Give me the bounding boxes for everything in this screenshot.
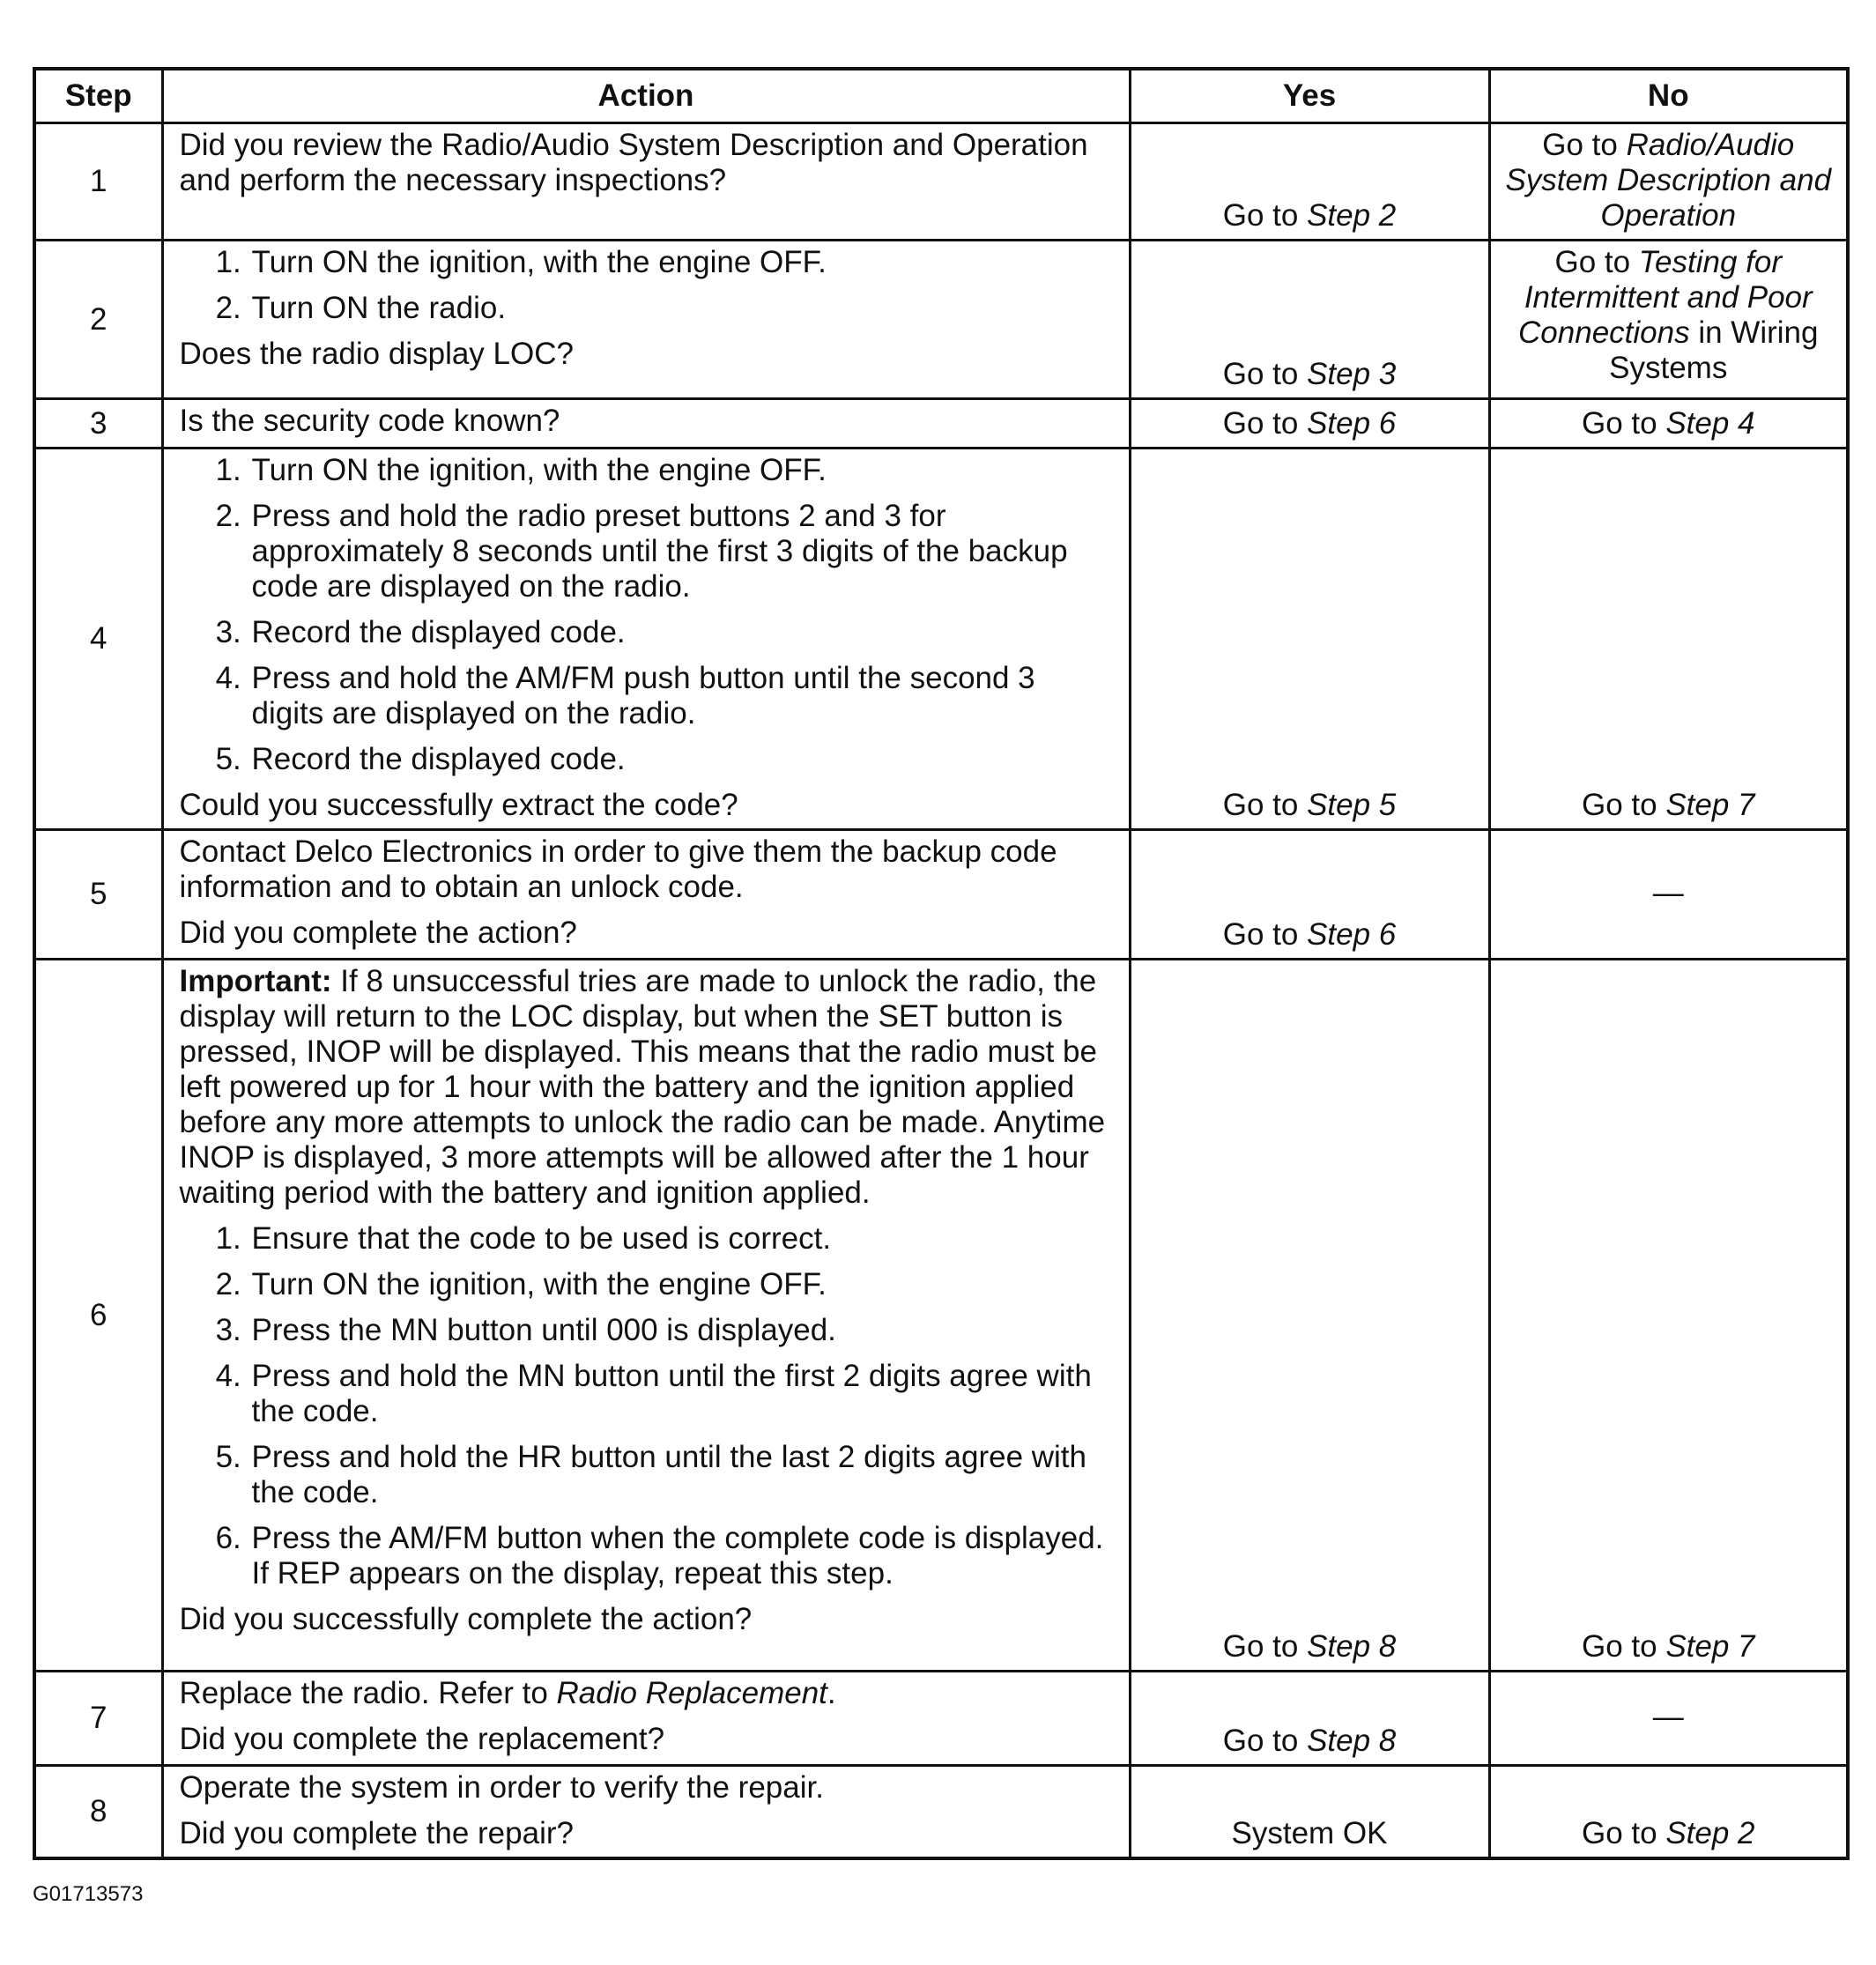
question-text: Does the radio display LOC?: [179, 337, 574, 371]
important-note: [180, 964, 1113, 1211]
question-text: Did you complete the repair?: [179, 1816, 574, 1850]
no-cell: —: [1489, 830, 1848, 960]
goto-text: Go to: [1581, 1816, 1666, 1850]
step-number: 6: [34, 960, 162, 1672]
procedure-item: 2. Turn ON the ignition, with the engine OFF.: [250, 1267, 1113, 1302]
procedure-item: 1. Turn ON the ignition, with the engine OFF.: [250, 245, 1113, 280]
yes-cell: [1130, 123, 1489, 241]
table-row: [34, 830, 1848, 960]
yes-step-link[interactable]: Step 6: [1307, 406, 1397, 441]
goto-text: Go to: [1222, 788, 1308, 822]
table-row: [34, 449, 1848, 830]
action-cell: [162, 449, 1130, 830]
yes-cell: [1130, 241, 1489, 399]
header-row: [34, 69, 1848, 123]
no-cell: —: [1489, 1672, 1848, 1766]
procedure-item: 3. Record the displayed code.: [250, 615, 1113, 650]
table-row: [34, 123, 1848, 241]
procedure-list: [180, 1221, 1113, 1591]
step-number: 8: [34, 1766, 162, 1859]
no-step-link[interactable]: Step 2: [1665, 1816, 1755, 1850]
step-number: 4: [34, 449, 162, 830]
step-number: 5: [34, 830, 162, 960]
action-text: Is the security code known?: [179, 404, 560, 438]
goto-text: Go to: [1222, 198, 1308, 233]
goto-text: Go to: [1222, 1629, 1308, 1664]
header-yes: Yes: [1130, 69, 1489, 123]
important-text: If 8 unsuccessful tries are made to unlock the radio, the display will return to the LOC display, but when the SET button is pressed, INOP will be displayed. This means that the radio must be left powered up for 1 hour with the battery and the ignition applied before any more attempts to unlock the radio can be made. Anytime INOP is displayed, 3 more attempts will be allowed after the 1 hour waiting period with the battery and ignition applied.: [179, 964, 1106, 1210]
no-step-link[interactable]: Step 7: [1665, 788, 1755, 822]
no-step-link[interactable]: Step 7: [1665, 1629, 1755, 1664]
action-text: Did you review the Radio/Audio System Description and Operation and perform the necessary inspections?: [179, 128, 1088, 197]
yes-step-link[interactable]: Step 2: [1307, 198, 1397, 233]
action-cell: [162, 241, 1130, 399]
procedure-item: 6. Press the AM/FM button when the complete code is displayed. If REP appears on the display, repeat this step.: [250, 1521, 1113, 1591]
header-no: No: [1489, 69, 1848, 123]
action-cell: [162, 960, 1130, 1672]
procedure-item: 3. Press the MN button until 000 is displayed.: [250, 1313, 1113, 1348]
procedure-item: 5. Record the displayed code.: [250, 742, 1113, 777]
procedure-item: 2. Press and hold the radio preset buttons 2 and 3 for approximately 8 seconds until the first 3 digits of the backup code are displayed on the radio.: [250, 499, 1113, 604]
table-row: [34, 1672, 1848, 1766]
action-text: Contact Delco Electronics in order to give them the backup code information and to obtain an unlock code.: [179, 834, 1057, 904]
no-cell: [1489, 241, 1848, 399]
yes-cell: [1130, 449, 1489, 830]
no-cell: [1489, 960, 1848, 1672]
no-step-link[interactable]: Step 4: [1665, 406, 1755, 441]
goto-text: Go to: [1222, 917, 1308, 952]
no-cell: [1489, 399, 1848, 449]
procedure-item: 5. Press and hold the HR button until the last 2 digits agree with the code.: [250, 1440, 1113, 1510]
procedure-item: 1. Turn ON the ignition, with the engine OFF.: [250, 453, 1113, 488]
goto-text: Go to: [1554, 245, 1639, 279]
goto-text: Go to: [1581, 788, 1666, 822]
table-row: [34, 960, 1848, 1672]
no-cell: [1489, 449, 1848, 830]
yes-cell: [1130, 960, 1489, 1672]
yes-step-link[interactable]: Step 8: [1307, 1629, 1397, 1664]
action-prefix: Replace the radio. Refer to: [179, 1676, 557, 1710]
action-suffix: .: [827, 1676, 836, 1710]
step-number: 2: [34, 241, 162, 399]
goto-text: Go to: [1222, 406, 1308, 441]
procedure-item: 2. Turn ON the radio.: [250, 291, 1113, 326]
yes-step-link[interactable]: Step 3: [1307, 357, 1397, 391]
yes-step-link[interactable]: Step 8: [1307, 1724, 1397, 1758]
yes-step-link[interactable]: Step 5: [1307, 788, 1397, 822]
procedure-item: 4. Press and hold the AM/FM push button until the second 3 digits are displayed on the radio.: [250, 661, 1113, 731]
action-text: [180, 1676, 1113, 1711]
yes-cell: [1130, 399, 1489, 449]
step-number: 7: [34, 1672, 162, 1766]
action-cell: [162, 830, 1130, 960]
goto-text: Go to: [1222, 357, 1308, 391]
figure-id: G01713573: [33, 1882, 144, 1906]
yes-cell: [1130, 1672, 1489, 1766]
procedure-list: [180, 453, 1113, 777]
action-cell: [162, 399, 1130, 449]
no-cell: [1489, 1766, 1848, 1859]
no-cell: [1489, 123, 1848, 241]
procedure-item: 4. Press and hold the MN button until the first 2 digits agree with the code.: [250, 1359, 1113, 1429]
no-ref-link[interactable]: Testing for Intermittent and Poor Connections: [1518, 245, 1813, 350]
yes-step-link[interactable]: Step 6: [1307, 917, 1397, 952]
no-ref-suffix: in Wiring Systems: [1609, 315, 1819, 385]
question-text: Did you successfully complete the action?: [179, 1602, 753, 1636]
goto-text: Go to: [1581, 1629, 1666, 1664]
question-text: Could you successfully extract the code?: [179, 788, 738, 822]
question-text: Did you complete the replacement?: [179, 1722, 665, 1756]
procedure-list: [180, 245, 1113, 326]
action-cell: [162, 1672, 1130, 1766]
important-label: Important:: [179, 964, 332, 998]
procedure-item: 1. Ensure that the code to be used is correct.: [250, 1221, 1113, 1257]
action-cell: [162, 123, 1130, 241]
diagnostic-table: [33, 67, 1850, 1860]
table-row: [34, 241, 1848, 399]
goto-text: Go to: [1581, 406, 1666, 441]
table-row: [34, 399, 1848, 449]
action-cell: [162, 1766, 1130, 1859]
no-ref-link[interactable]: Radio/Audio System Description and Operation: [1505, 128, 1832, 233]
table-row: [34, 1766, 1848, 1859]
yes-cell: [1130, 830, 1489, 960]
goto-text: Go to: [1222, 1724, 1308, 1758]
yes-cell: System OK: [1130, 1766, 1489, 1859]
step-number: 1: [34, 123, 162, 241]
goto-text: Go to: [1542, 128, 1627, 162]
step-number: 3: [34, 399, 162, 449]
replacement-ref-link[interactable]: Radio Replacement: [556, 1676, 827, 1710]
question-text: Did you complete the action?: [179, 916, 577, 950]
action-text: Operate the system in order to verify the repair.: [179, 1770, 824, 1805]
header-step: Step: [34, 69, 162, 123]
header-action: Action: [162, 69, 1130, 123]
